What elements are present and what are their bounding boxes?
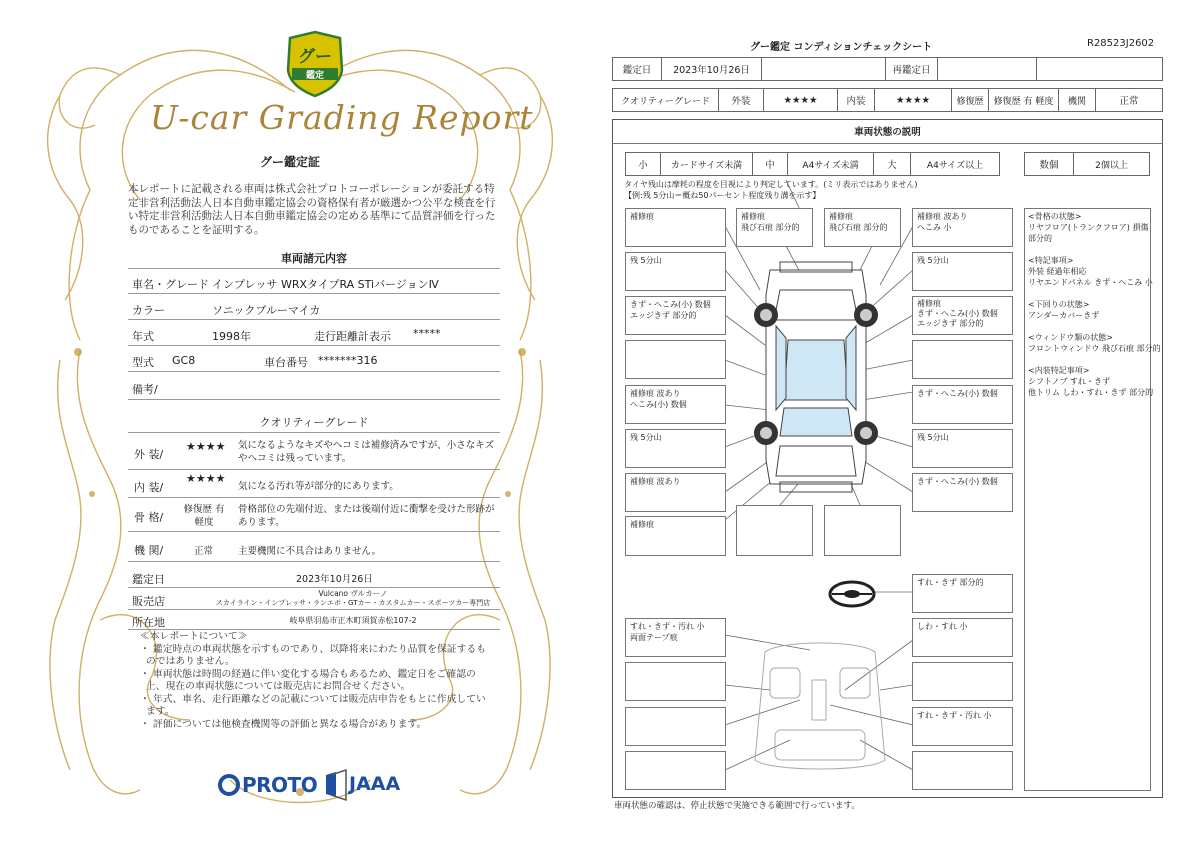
date-value: 2023年10月26日 [661, 57, 762, 81]
summary-line [1028, 321, 1147, 332]
interior-stars: ★★★★ [874, 88, 952, 112]
comment-box [625, 751, 726, 790]
proto-logo: PROTO [242, 773, 318, 797]
comment-box [912, 751, 1013, 790]
steering-wheel [830, 582, 874, 606]
comment-box [912, 385, 1013, 424]
comment-box [912, 429, 1013, 468]
quality-label: 機 関/ [134, 544, 164, 557]
tire-fl [754, 303, 778, 327]
summary-line: <骨格の状態> [1028, 212, 1082, 221]
summary-line [1028, 288, 1147, 299]
summary-line: 外装 経過年相応 [1028, 267, 1087, 276]
comment-box [912, 252, 1013, 291]
comment-box [912, 208, 1013, 247]
size-large: 大 [873, 152, 911, 176]
quality-label: 外 装/ [134, 448, 164, 461]
summary-line: 部分的 [1028, 234, 1052, 243]
shop-desc: スカイライン・インプレッサ・ランエボ・GTカー・カスタムカー・スポーツカー専門店 [215, 599, 491, 607]
tire-fr [854, 303, 878, 327]
summary-line: <特記事項> [1028, 256, 1074, 265]
badge-subtext: 鑑定 [305, 71, 324, 81]
comment-box [625, 662, 726, 701]
comment-text: きず・へこみ(小) 数個 [917, 389, 998, 398]
summary-line: アンダーカバーきず [1028, 311, 1100, 320]
repair-label: 修復歴 [951, 88, 989, 112]
spec-label: 走行距離計表示 [314, 330, 391, 343]
quality-desc: 骨格部位の先端付近、または後端付近に衝撃を受けた形跡があります。 [238, 504, 495, 528]
info-value: 2023年10月26日 [296, 574, 373, 585]
comment-text: きず・へこみ(小) 数個 [917, 477, 998, 486]
spec-value: GC8 [172, 354, 196, 367]
quality-desc: 気になる汚れ等が部分的にあります。 [238, 481, 399, 492]
comment-box [912, 707, 1013, 746]
exterior-label: 外装 [718, 88, 764, 112]
comment-box [912, 662, 1013, 701]
spec-value: 1998年 [212, 330, 251, 343]
comment-box [736, 505, 813, 556]
summary-line: <ウィンドウ類の状態> [1028, 333, 1113, 342]
footer-note: 車両状態の確認は、停止状態で実施できる範囲で行っています。 [614, 801, 860, 811]
comment-text: 残 5分山 [630, 433, 662, 442]
size-small-desc: カードサイズ未満 [660, 152, 753, 176]
frame-grade: 修復歴 有 軽度 [183, 504, 225, 528]
comment-text: 残 5分山 [917, 433, 949, 442]
star-rating: ★★★★ [186, 440, 226, 453]
summary-line: <内装特記事項> [1028, 366, 1090, 375]
engine-grade: 正常 [194, 546, 214, 557]
info-label: 所在地 [132, 616, 165, 629]
redate-label: 再鑑定日 [885, 57, 938, 81]
quality-label: 内 装/ [134, 481, 164, 494]
grade-label: クオリティーグレード [612, 88, 719, 112]
comment-text: 補修痕 [630, 520, 654, 529]
comment-text: 残 5分山 [630, 256, 662, 265]
spec-label: 車台番号 [264, 356, 308, 369]
size-large-desc: A4サイズ以上 [910, 152, 1000, 176]
summary-line [1028, 244, 1147, 255]
spec-value: インプレッサ WRXタイプRA STiバージョンⅣ [212, 278, 439, 291]
shop-name: Vulcano ヴルカーノ [318, 589, 388, 598]
quality-desc: 主要機関に不具合はありません。 [238, 546, 382, 557]
note-item: ・ 評価については他検査機関等の評価と異なる場合があります。 [140, 718, 427, 730]
size-small: 小 [625, 152, 661, 176]
comment-box [912, 574, 1013, 613]
comment-box [625, 340, 726, 379]
comment-text: すれ・きず 部分的 [917, 578, 984, 587]
info-value: 岐阜県羽島市正木町須賀赤松107-2 [289, 616, 417, 625]
sheet-title: グー鑑定 コンディションチェックシート [750, 42, 933, 53]
summary-line: フロントウィンドウ 飛び石痕 部分的 [1028, 344, 1161, 353]
comment-text: 補修痕 飛び石痕 部分的 [829, 212, 888, 232]
repair-value: 修復歴 有 軽度 [988, 88, 1059, 112]
comment-text: 補修痕 波あり へこみ(小) 数個 [630, 389, 687, 409]
comment-box [625, 296, 726, 335]
comment-box [912, 473, 1013, 512]
report-title: U-car Grading Report [150, 98, 534, 137]
comment-text: しわ・すれ 小 [917, 622, 968, 631]
tire-note: タイヤ残山は摩耗の程度を目視により判定しています。(ミリ表示ではありません) [624, 180, 918, 189]
spec-value: ***** [413, 327, 441, 340]
info-label: 販売店 [132, 595, 165, 608]
star-rating: ★★★★ [186, 472, 226, 485]
specs-title: 車両諸元内容 [281, 252, 347, 265]
tire-rl [754, 421, 778, 445]
comment-box [625, 618, 726, 657]
quality-title: クオリティーグレード [259, 416, 369, 429]
note-item: ・ 年式、車名、走行距離などの記載については販売店申告をもとに作成しています。 [140, 693, 486, 717]
comment-box [625, 252, 726, 291]
comment-text: すれ・きず・汚れ 小 両面テープ痕 [630, 622, 705, 642]
badge-text: グー [298, 47, 332, 67]
comment-text: 残 5分山 [917, 256, 949, 265]
sheet-code: R28523J2602 [1087, 38, 1155, 49]
comment-box [625, 385, 726, 424]
note-item: ・ 車両状態は時間の経過に伴い変化する場合もあるため、鑑定日をご確認の上、現在の車両状態については販売店にお問合せください。 [140, 668, 476, 692]
comment-text: きず・へこみ(小) 数個 エッジきず 部分的 [630, 300, 711, 320]
intro-text: 本レポートに記載される車両は株式会社プロトコーポレーションが委託する特定非営利活動法人日本自動車鑑定協会の資格保有者が厳選かつ公平な検査を行い特定非営利活動法人日本自動車鑑定協会の定める基準にて品質評価を行ったものであることを証明する。 [128, 183, 496, 236]
comment-text: 補修痕 波あり へこみ 小 [917, 212, 968, 232]
comment-box [912, 618, 1013, 657]
spec-label: 備考/ [132, 383, 158, 396]
comment-box [625, 429, 726, 468]
jaaa-logo: JAAA [349, 773, 401, 795]
spec-label: 年式 [132, 330, 154, 343]
comment-box [736, 208, 813, 247]
comment-text: 補修痕 波あり [630, 477, 681, 486]
tire-rr [854, 421, 878, 445]
comment-text: 補修痕 [630, 212, 654, 221]
size-mid-desc: A4サイズ未満 [787, 152, 874, 176]
summary-line: リヤフロア(トランクフロア) 損傷 [1028, 223, 1149, 232]
spec-label: 車名・グレード [132, 278, 209, 291]
spec-label: 型式 [132, 356, 154, 369]
note-item: ・ 鑑定時点の車両状態を示すものであり、以降将来にわたり品質を保証するものではありません。 [140, 643, 487, 667]
comment-box [625, 208, 726, 247]
condition-check-sheet [600, 0, 1200, 848]
certificate-title: グー鑑定証 [260, 155, 321, 169]
spec-value: ソニックブルーマイカ [212, 304, 321, 317]
engine-label: 機関 [1058, 88, 1096, 112]
exterior-stars: ★★★★ [763, 88, 838, 112]
spec-value: *******316 [318, 354, 378, 367]
spec-label: カラー [132, 304, 165, 317]
comment-box [625, 473, 726, 512]
comment-box [625, 707, 726, 746]
comment-text: 補修痕 きず・へこみ(小) 数個 エッジきず 部分的 [917, 299, 998, 328]
engine-value: 正常 [1095, 88, 1163, 112]
tire-note: 【例:残 5分山＝概ね50パーセント程度残り溝を示す】 [624, 191, 821, 200]
comment-box [824, 208, 901, 247]
quality-label: 骨 格/ [134, 511, 164, 524]
summary-line: シフトノブ すれ・きず [1028, 377, 1111, 386]
interior-label: 内装 [837, 88, 875, 112]
comment-box [625, 516, 726, 556]
desc-title: 車両状態の説明 [612, 119, 1163, 144]
summary-line [1028, 354, 1147, 365]
comment-box [912, 340, 1013, 379]
date-label: 鑑定日 [612, 57, 662, 81]
notes-title: ≪本レポートについて≫ [140, 631, 248, 642]
comment-text: すれ・きず・汚れ 小 [917, 711, 992, 720]
comment-text: 補修痕 飛び石痕 部分的 [741, 212, 800, 232]
quality-desc: 気になるようなキズやヘコミは補修済みですが、小さなキズやヘコミは残っています。 [238, 440, 495, 464]
comment-box [824, 505, 901, 556]
summary-box [1024, 208, 1161, 791]
count-desc: 2個以上 [1073, 152, 1150, 176]
size-mid: 中 [752, 152, 788, 176]
info-label: 鑑定日 [132, 573, 165, 586]
comment-box [912, 296, 1013, 335]
summary-line: リヤエンドパネル きず・へこみ 小 [1028, 278, 1153, 287]
count-label: 数個 [1024, 152, 1074, 176]
summary-line: 他トリム しわ・すれ・きず 部分的 [1028, 388, 1154, 397]
summary-line: <下回りの状態> [1028, 300, 1090, 309]
